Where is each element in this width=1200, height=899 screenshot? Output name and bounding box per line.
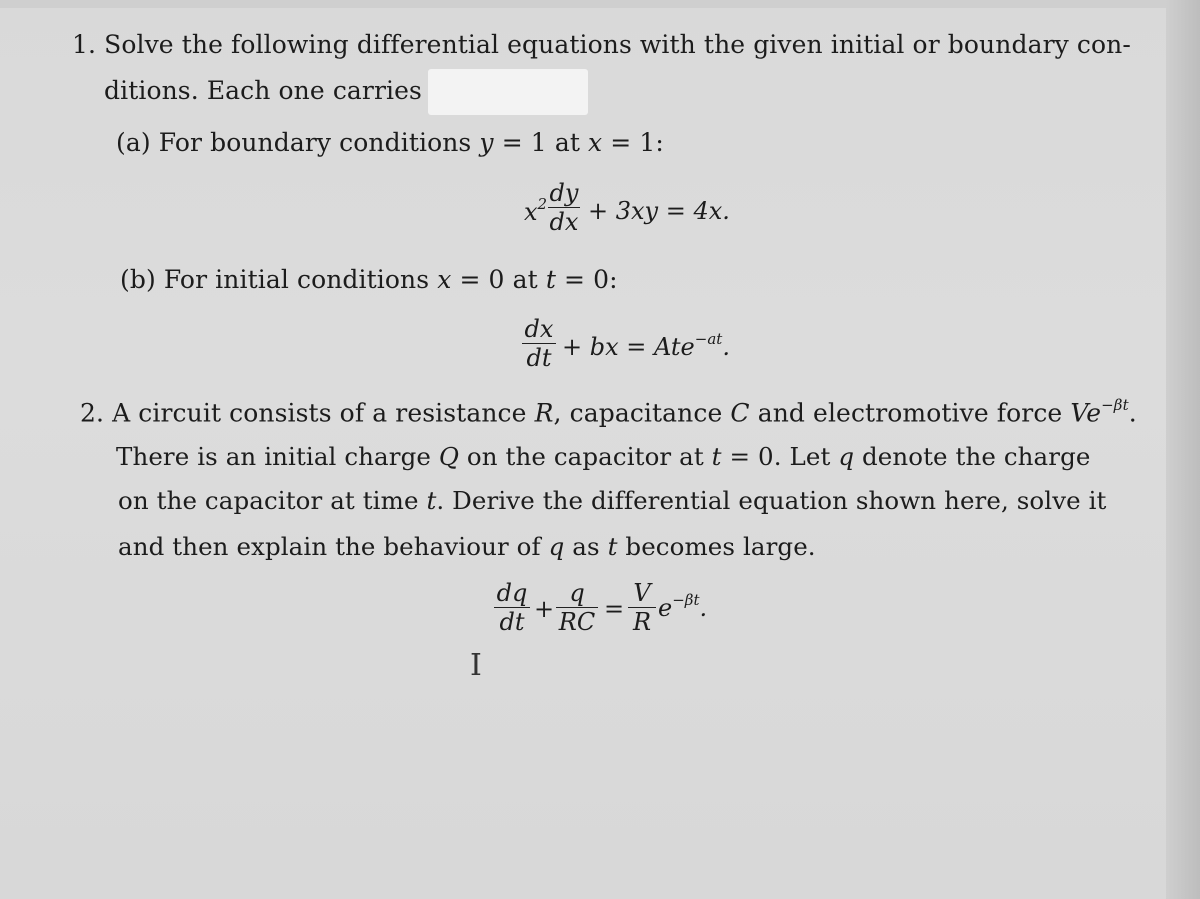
- q2-f2-den: RC: [558, 608, 596, 636]
- q2-equals: =: [604, 595, 625, 623]
- q2-line4-t: t: [607, 532, 618, 561]
- q1a-label: [116, 128, 664, 157]
- q2-frac-v-r: [628, 580, 656, 635]
- q2-plus: +: [534, 595, 555, 623]
- q1a-cond-eq1: = 1 at: [501, 128, 580, 157]
- q1b-eq-main: + bx = Ate: [562, 333, 695, 361]
- q1b-label: [120, 265, 618, 294]
- q2-line2-b: on the capacitor at: [466, 442, 704, 471]
- q1a-frac-num: dy: [549, 179, 579, 207]
- q2-line1-c: and electromotive force: [757, 398, 1063, 428]
- q2-line2: [116, 442, 1090, 471]
- q2-line2-c: = 0. Let: [729, 442, 831, 471]
- q2-line3: [118, 486, 1107, 515]
- q1-line2: ditions. Each one carries: [104, 76, 422, 105]
- q2-line3-t: t: [426, 486, 437, 515]
- q1b-label-text: (b) For initial conditions: [120, 265, 430, 294]
- q1b-frac-den: dt: [526, 344, 552, 372]
- q1a-eq-rest: + 3xy = 4x.: [588, 197, 730, 225]
- q2-f1-den: dt: [499, 608, 525, 636]
- page-edge-shadow: [1166, 0, 1200, 899]
- top-strip: [0, 0, 1200, 8]
- q1b-fraction: [522, 316, 556, 371]
- q2-line4-a: and then explain the behaviour of: [118, 532, 541, 561]
- q1a-fraction: [548, 180, 580, 235]
- redaction-box: [428, 69, 588, 115]
- q2-line4-c: becomes large.: [625, 532, 816, 561]
- q2-line1: [80, 398, 1137, 427]
- q2-e-exp: −βt: [672, 591, 700, 609]
- q1b-frac-num: dx: [524, 315, 554, 343]
- q1b-cond-eq2: = 0:: [564, 265, 618, 294]
- q2-line4-q: q: [548, 532, 565, 561]
- q2-V: Ve: [1070, 398, 1102, 428]
- q1a-cond-eq2: = 1:: [610, 128, 664, 157]
- q2-f3-num: V: [633, 579, 651, 607]
- q2-frac-dq-dt: [494, 580, 530, 635]
- q1a-label-text: (a) For boundary conditions: [116, 128, 472, 157]
- q1b-cond-x: x: [437, 265, 452, 294]
- q1a-frac-den: dx: [549, 208, 579, 236]
- q2-f2-num: q: [569, 579, 585, 607]
- q2-V-exp: −βt: [1101, 396, 1129, 414]
- q1a-coef: [524, 197, 547, 226]
- q1b-cond-eq1: = 0 at: [459, 265, 538, 294]
- q2-exp-term: [658, 593, 707, 622]
- q2-line2-d: denote the charge: [862, 442, 1091, 471]
- text-cursor-icon: I: [470, 648, 482, 683]
- q2-t: t: [711, 442, 722, 471]
- q1a-cond-x: x: [588, 128, 603, 157]
- q2-line1-b: , capacitance: [553, 398, 723, 428]
- q2-C: C: [730, 398, 750, 428]
- q1a-cond-y: y: [479, 128, 494, 157]
- q2-line4: [118, 532, 816, 561]
- q1b-cond-t: t: [545, 265, 556, 294]
- q2-frac-q-rc: [556, 580, 598, 635]
- q1b-eq-exp: −at: [694, 330, 723, 348]
- q2-f3-den: R: [632, 608, 652, 636]
- q1b-eq-end: .: [722, 333, 730, 361]
- q1-line1: 1. Solve the following differential equations with the given initial or boundary con-: [72, 30, 1131, 59]
- q2-q: q: [838, 442, 855, 471]
- q1b-eq-rest: [562, 332, 730, 361]
- q2-R: R: [534, 398, 554, 428]
- q1a-coef-x: x: [524, 198, 538, 226]
- q2-line3-b: . Derive the differential equation shown here, solve it: [436, 486, 1107, 515]
- q2-eq-end: .: [699, 594, 708, 622]
- q2-Q: Q: [438, 442, 460, 471]
- q2-line3-a: on the capacitor at time: [118, 486, 419, 515]
- q2-line2-a: There is an initial charge: [116, 442, 431, 471]
- q2-line4-b: as: [572, 532, 600, 561]
- q2-f1-num: dq: [496, 579, 528, 607]
- q2-line1-a: 2. A circuit consists of a resistance: [80, 398, 527, 428]
- q1a-coef-exp: 2: [537, 195, 548, 213]
- q2-e: e: [658, 594, 673, 622]
- q2-line1-end: .: [1128, 398, 1137, 428]
